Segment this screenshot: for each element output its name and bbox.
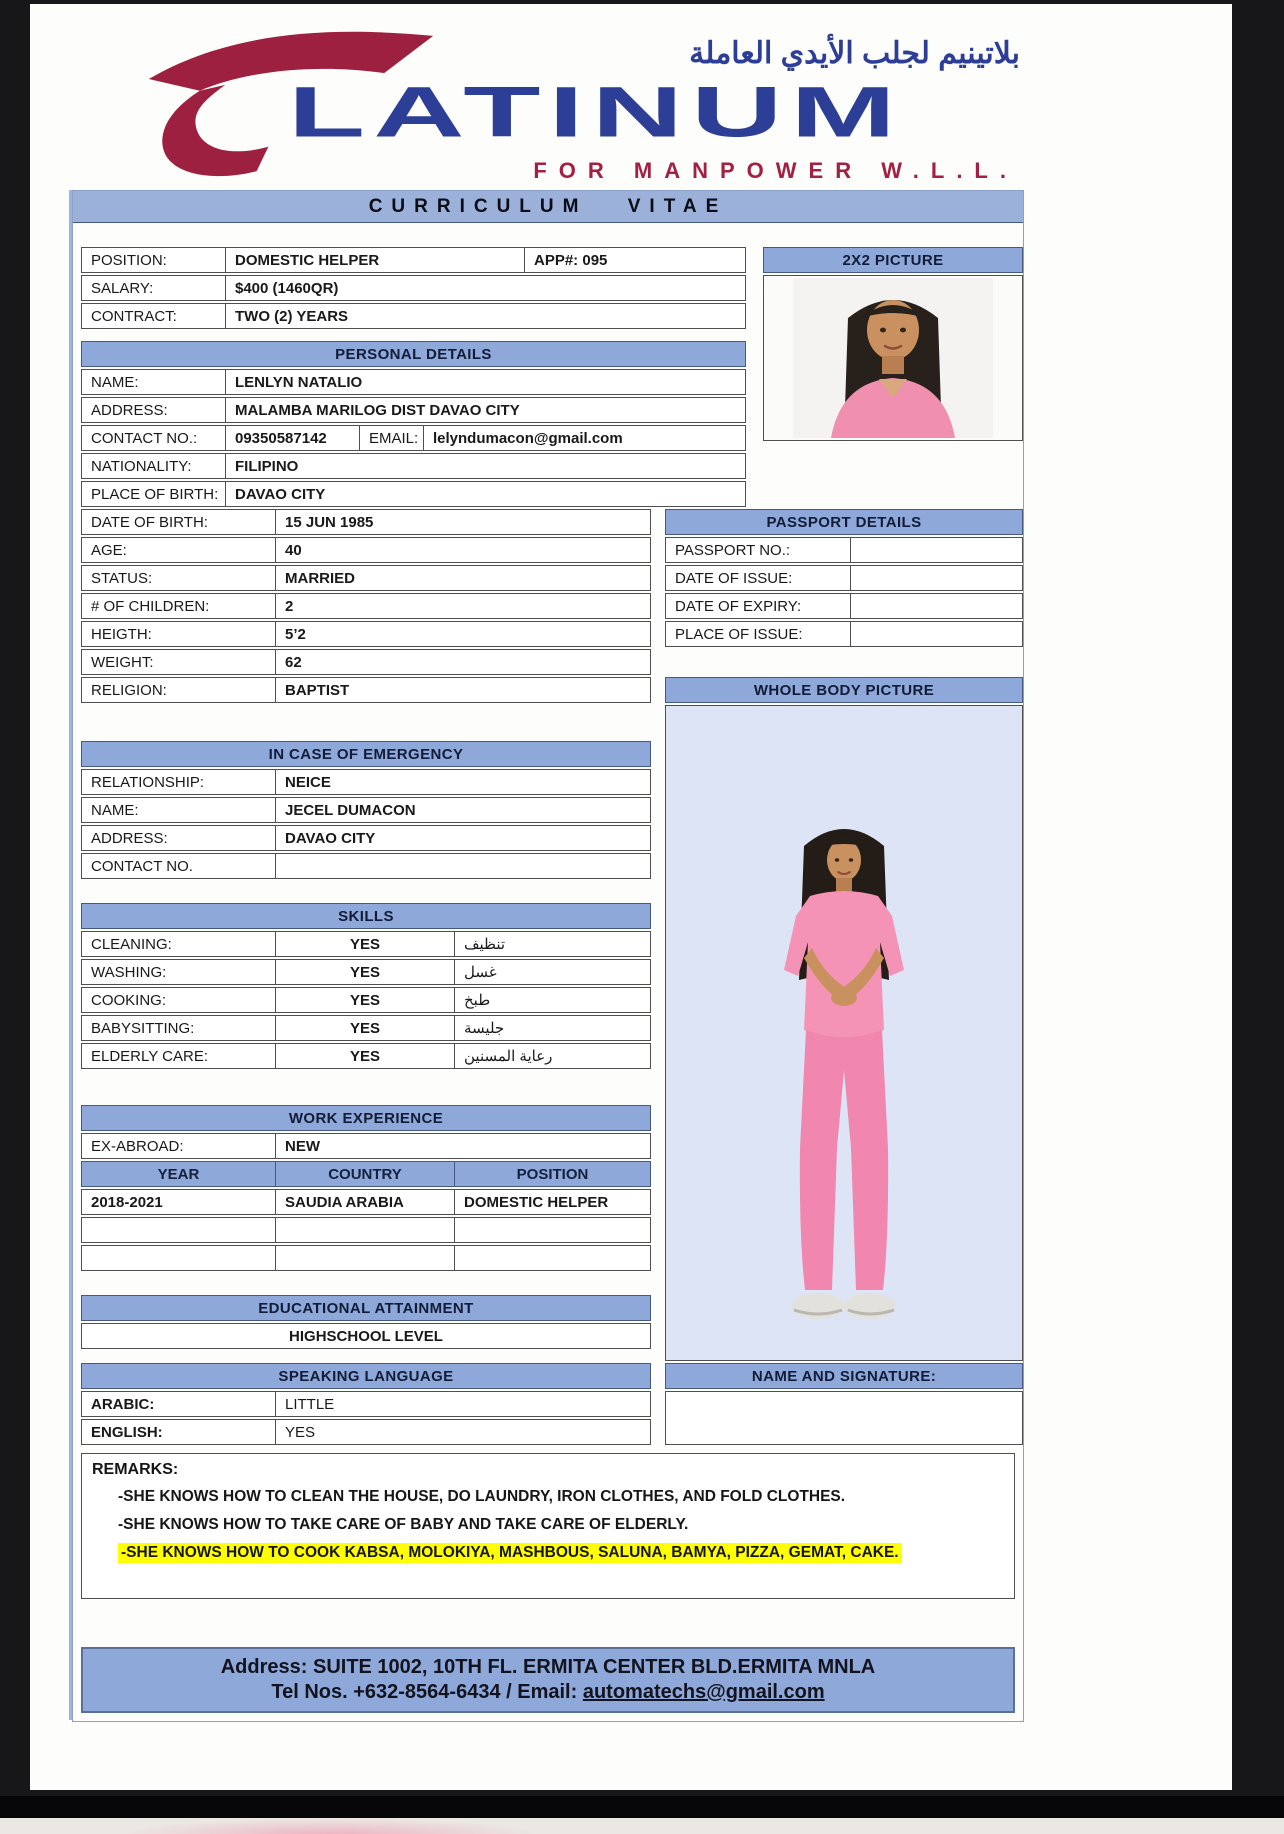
weight-label: WEIGHT: xyxy=(81,649,276,675)
passport-no-value xyxy=(850,537,1023,563)
logo-brand-text: LATINUM xyxy=(288,71,904,153)
table-row xyxy=(665,537,1023,563)
religion-label: RELIGION: xyxy=(81,677,276,703)
table-row xyxy=(81,649,651,675)
table-row xyxy=(81,769,651,795)
company-logo xyxy=(70,14,1020,190)
height-label: HEIGTH: xyxy=(81,621,276,647)
emergency-name-label: NAME: xyxy=(81,797,276,823)
skills-section xyxy=(81,903,651,1071)
agency-footer xyxy=(81,1647,1015,1713)
table-row xyxy=(81,677,651,703)
table-row xyxy=(81,1217,651,1243)
washing-arabic: غسل xyxy=(454,959,651,985)
table-row xyxy=(81,987,651,1013)
washing-value: YES xyxy=(275,959,455,985)
work-position: DOMESTIC HELPER xyxy=(454,1189,651,1215)
agency-contact xyxy=(271,1681,824,1704)
table-row xyxy=(81,481,746,507)
signature-cell xyxy=(665,1391,1023,1445)
agency-address: Address: SUITE 1002, 10TH FL. ERMITA CENTER BLD.ERMITA MNLA xyxy=(220,1656,876,1678)
table-row xyxy=(81,959,651,985)
email-label: EMAIL: xyxy=(359,425,424,451)
table-row xyxy=(81,1043,651,1069)
work-section xyxy=(81,1105,651,1273)
ex-abroad-value: NEW xyxy=(275,1133,651,1159)
arabic-language-label: ARABIC: xyxy=(81,1391,276,1417)
work-country: SAUDIA ARABIA xyxy=(275,1189,455,1215)
table-row xyxy=(81,453,746,479)
signature-header: NAME AND SIGNATURE: xyxy=(665,1363,1023,1389)
document-title: CURRICULUM VITAE xyxy=(73,191,1023,223)
date-of-expiry-value xyxy=(850,593,1023,619)
arabic-language-value: LITTLE xyxy=(275,1391,651,1417)
babysitting-arabic: جليسة xyxy=(454,1015,651,1041)
cleaning-value: YES xyxy=(275,931,455,957)
contact-label: CONTACT NO.: xyxy=(81,425,226,451)
table-row xyxy=(81,1323,651,1349)
contact-value: 09350587142 xyxy=(225,425,360,451)
date-of-issue-value xyxy=(850,565,1023,591)
remarks-line xyxy=(92,1511,1004,1539)
passport-no-label: PASSPORT NO.: xyxy=(665,537,851,563)
table-row xyxy=(81,621,651,647)
age-value: 40 xyxy=(275,537,651,563)
headshot-photo xyxy=(791,278,995,438)
work-header: WORK EXPERIENCE xyxy=(81,1105,651,1131)
babysitting-value: YES xyxy=(275,1015,455,1041)
table-row xyxy=(81,397,746,423)
education-section xyxy=(81,1295,651,1351)
table-row xyxy=(81,1133,651,1159)
remarks-line xyxy=(92,1483,1004,1511)
salary-value: $400 (1460QR) xyxy=(225,275,746,301)
work-country xyxy=(275,1217,455,1243)
elderly-care-label: ELDERLY CARE: xyxy=(81,1043,276,1069)
table-row xyxy=(81,565,651,591)
table-header-row xyxy=(81,1161,651,1187)
table-row xyxy=(665,565,1023,591)
emergency-contact-label: CONTACT NO. xyxy=(81,853,276,879)
app-number: APP#: 095 xyxy=(524,247,746,273)
table-row xyxy=(81,275,746,301)
age-label: AGE: xyxy=(81,537,276,563)
table-row xyxy=(665,621,1023,647)
position-column-header: POSITION xyxy=(454,1161,651,1187)
passport-header: PASSPORT DETAILS xyxy=(665,509,1023,535)
remarks-section xyxy=(81,1453,1015,1599)
date-of-expiry-label: DATE OF EXPIRY: xyxy=(665,593,851,619)
children-label: # OF CHILDREN: xyxy=(81,593,276,619)
cleaning-label: CLEANING: xyxy=(81,931,276,957)
table-row xyxy=(81,1189,651,1215)
nationality-value: FILIPINO xyxy=(225,453,746,479)
table-row xyxy=(81,853,651,879)
table-row xyxy=(81,1419,651,1445)
cleaning-arabic: تنظيف xyxy=(454,931,651,957)
washing-label: WASHING: xyxy=(81,959,276,985)
table-row xyxy=(81,593,651,619)
place-of-birth-value: DAVAO CITY xyxy=(225,481,746,507)
ex-abroad-label: EX-ABROAD: xyxy=(81,1133,276,1159)
place-of-birth-label: PLACE OF BIRTH: xyxy=(81,481,226,507)
remarks-line xyxy=(92,1539,1004,1567)
year-column-header: YEAR xyxy=(81,1161,276,1187)
date-of-birth-value: 15 JUN 1985 xyxy=(275,509,651,535)
table-row xyxy=(81,303,746,329)
height-value: 5’2 xyxy=(275,621,651,647)
elderly-care-arabic: رعاية المسنين xyxy=(454,1043,651,1069)
address-value: MALAMBA MARILOG DIST DAVAO CITY xyxy=(225,397,746,423)
table-row xyxy=(81,509,651,535)
personal-narrow-section xyxy=(81,509,651,705)
emergency-name-value: JECEL DUMACON xyxy=(275,797,651,823)
table-row xyxy=(81,1245,651,1271)
address-label: ADDRESS: xyxy=(81,397,226,423)
education-level: HIGHSCHOOL LEVEL xyxy=(81,1323,651,1349)
agency-email-link[interactable]: automatechs@gmail.com xyxy=(582,1681,825,1703)
emergency-address-value: DAVAO CITY xyxy=(275,825,651,851)
skills-header: SKILLS xyxy=(81,903,651,929)
language-header: SPEAKING LANGUAGE xyxy=(81,1363,651,1389)
remarks-line-1: -SHE KNOWS HOW TO CLEAN THE HOUSE, DO LAUNDRY, IRON CLOTHES, AND FOLD CLOTHES. xyxy=(118,1488,846,1505)
email-value: lelyndumacon@gmail.com xyxy=(423,425,746,451)
nationality-label: NATIONALITY: xyxy=(81,453,226,479)
language-section xyxy=(81,1363,651,1447)
emergency-address-label: ADDRESS: xyxy=(81,825,276,851)
table-row xyxy=(81,825,651,851)
english-language-value: YES xyxy=(275,1419,651,1445)
elderly-care-value: YES xyxy=(275,1043,455,1069)
work-position xyxy=(454,1245,651,1271)
country-column-header: COUNTRY xyxy=(275,1161,455,1187)
cooking-arabic: طبخ xyxy=(454,987,651,1013)
salary-label: SALARY: xyxy=(81,275,226,301)
relationship-value: NEICE xyxy=(275,769,651,795)
name-label: NAME: xyxy=(81,369,226,395)
table-row xyxy=(81,1391,651,1417)
status-label: STATUS: xyxy=(81,565,276,591)
position-label: POSITION: xyxy=(81,247,226,273)
whole-body-cell xyxy=(665,705,1023,1361)
cv-page xyxy=(30,4,1232,1790)
emergency-contact-value xyxy=(275,853,651,879)
contract-label: CONTRACT: xyxy=(81,303,226,329)
logo-arabic-text: بلاتينيم لجلب الأيدي العاملة xyxy=(689,37,1020,70)
full-body-photo xyxy=(744,818,944,1338)
passport-section xyxy=(665,509,1023,649)
work-year xyxy=(81,1217,276,1243)
table-row xyxy=(81,1015,651,1041)
cooking-label: COOKING: xyxy=(81,987,276,1013)
religion-value: BAPTIST xyxy=(275,677,651,703)
table-row xyxy=(81,931,651,957)
table-row xyxy=(81,369,746,395)
personal-header: PERSONAL DETAILS xyxy=(81,341,746,367)
status-value: MARRIED xyxy=(275,565,651,591)
picture-2x2-header: 2X2 PICTURE xyxy=(763,247,1023,273)
table-row xyxy=(81,537,651,563)
whole-body-header: WHOLE BODY PICTURE xyxy=(665,677,1023,703)
relationship-label: RELATIONSHIP: xyxy=(81,769,276,795)
date-of-issue-label: DATE OF ISSUE: xyxy=(665,565,851,591)
picture-2x2-cell xyxy=(763,275,1023,441)
education-header: EDUCATIONAL ATTAINMENT xyxy=(81,1295,651,1321)
table-row xyxy=(81,247,746,273)
summary-section xyxy=(81,247,746,331)
page-separator xyxy=(0,1796,1284,1818)
table-row xyxy=(665,593,1023,619)
remarks-line-3-highlighted: -SHE KNOWS HOW TO COOK KABSA, MOLOKIYA, MASHBOUS, SALUNA, BAMYA, PIZZA, GEMAT, CAKE. xyxy=(118,1543,902,1563)
children-value: 2 xyxy=(275,593,651,619)
emergency-header: IN CASE OF EMERGENCY xyxy=(81,741,651,767)
contract-value: TWO (2) YEARS xyxy=(225,303,746,329)
position-value: DOMESTIC HELPER xyxy=(225,247,525,273)
next-page-edge xyxy=(0,1818,1284,1834)
logo-tagline: FOR MANPOWER W.L.L. xyxy=(533,158,1018,183)
english-language-label: ENGLISH: xyxy=(81,1419,276,1445)
place-of-issue-label: PLACE OF ISSUE: xyxy=(665,621,851,647)
place-of-issue-value xyxy=(850,621,1023,647)
work-year: 2018-2021 xyxy=(81,1189,276,1215)
remarks-line-2: -SHE KNOWS HOW TO TAKE CARE OF BABY AND TAKE CARE OF ELDERLY. xyxy=(118,1516,689,1533)
agency-tel: Tel Nos. +632-8564-6434 / Email: xyxy=(271,1681,583,1703)
work-position xyxy=(454,1217,651,1243)
cv-table xyxy=(72,190,1024,1722)
weight-value: 62 xyxy=(275,649,651,675)
next-page-smudge xyxy=(120,1818,540,1834)
name-value: LENLYN NATALIO xyxy=(225,369,746,395)
date-of-birth-label: DATE OF BIRTH: xyxy=(81,509,276,535)
table-row xyxy=(81,425,746,451)
work-year xyxy=(81,1245,276,1271)
table-row xyxy=(81,797,651,823)
emergency-section xyxy=(81,741,651,881)
personal-section xyxy=(81,341,746,509)
work-country xyxy=(275,1245,455,1271)
cooking-value: YES xyxy=(275,987,455,1013)
remarks-label: REMARKS: xyxy=(92,1461,179,1478)
babysitting-label: BABYSITTING: xyxy=(81,1015,276,1041)
